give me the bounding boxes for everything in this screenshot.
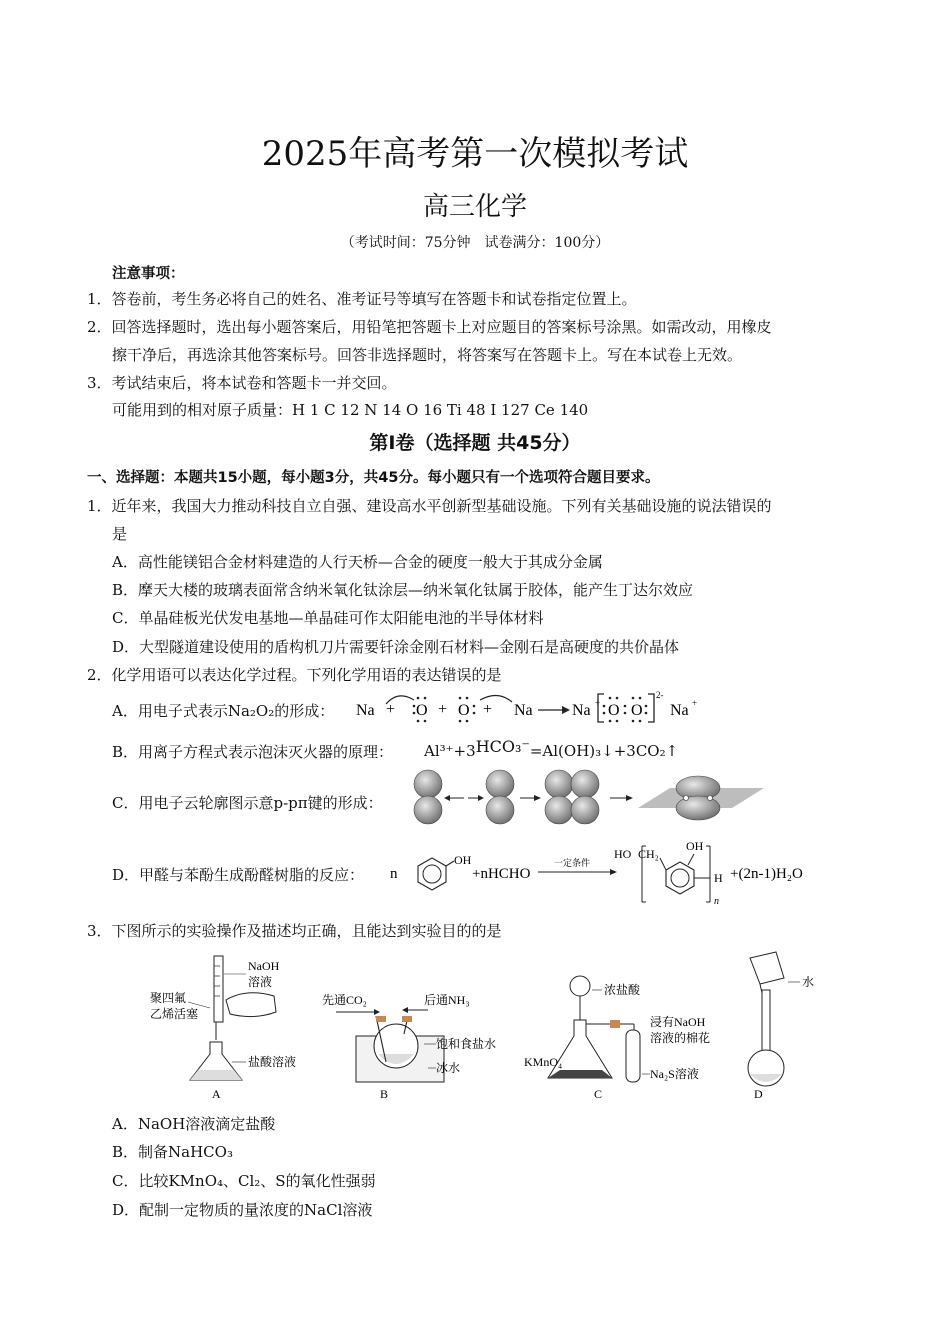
formula-na-ion: Na bbox=[572, 702, 591, 719]
question-1-option-b: B．摩天大楼的玻璃表面常含纳米氧化钛涂层—纳米氧化钛属于胶体，能产生丁达尔效应 bbox=[112, 581, 694, 599]
svg-text:O: O bbox=[608, 702, 620, 719]
section-title: 第Ⅰ卷（选择题 共45分） bbox=[369, 432, 581, 454]
svg-text:盐酸溶液: 盐酸溶液 bbox=[248, 1055, 297, 1069]
svg-text:+: + bbox=[438, 701, 448, 718]
question-1-option-c: C．单晶硅板光伏发电基地—单晶硅可作太阳能电池的半导体材料 bbox=[112, 609, 544, 627]
question-1-option-d: D．大型隧道建设使用的盾构机刀片需要钎涂金刚石材料—金刚石是高硬度的共价晶体 bbox=[112, 638, 680, 656]
notice-heading: 注意事项： bbox=[112, 266, 185, 282]
svg-text:Na₂S溶液: Na₂S溶液 bbox=[650, 1067, 699, 1081]
question-2-option-b: B．用离子方程式表示泡沫灭火器的原理： bbox=[112, 743, 394, 761]
question-1-option-a: A．高性能镁铝合金材料建造的人行天桥—合金的硬度一般大于其成分金属 bbox=[112, 553, 603, 571]
svg-text:OH: OH bbox=[686, 839, 704, 853]
svg-text:冰水: 冰水 bbox=[436, 1061, 461, 1075]
svg-text:CH₂: CH₂ bbox=[638, 847, 659, 861]
formula-na: Na bbox=[514, 702, 533, 719]
svg-text:NaOH: NaOH bbox=[248, 959, 280, 973]
svg-text:浸有NaOH: 浸有NaOH bbox=[650, 1015, 706, 1029]
svg-text:HO: HO bbox=[614, 847, 632, 861]
svg-text:水: 水 bbox=[802, 975, 815, 989]
exam-info: （考试时间：75分钟 试卷满分：100分） bbox=[340, 235, 610, 251]
svg-text:+: + bbox=[595, 698, 601, 708]
experiment-apparatus-figure bbox=[150, 950, 830, 1104]
phenol-formaldehyde-reaction bbox=[388, 834, 818, 908]
svg-text:聚四氟: 聚四氟 bbox=[150, 991, 187, 1005]
svg-text:饱和食盐水: 饱和食盐水 bbox=[436, 1037, 497, 1051]
question-2-option-d: D．甲醛与苯酚生成酚醛树脂的反应： bbox=[112, 866, 365, 884]
notice-item: 擦干净后，再选涂其他答案标号。回答非选择题时，将答案写在答题卡上。写在本试卷上无效。 bbox=[112, 346, 743, 364]
reagent-formaldehyde: +nHCHO bbox=[472, 866, 531, 882]
svg-text:溶液: 溶液 bbox=[248, 975, 273, 989]
p-p-pi-bond-diagram bbox=[408, 768, 768, 826]
svg-text:O: O bbox=[631, 702, 643, 719]
formula-na: Na bbox=[356, 702, 375, 719]
question-2-option-a: A．用电子式表示Na₂O₂的形成： bbox=[112, 702, 335, 720]
question-2-stem: 2．化学用语可以表达化学过程。下列化学用语的表达错误的是 bbox=[87, 666, 502, 684]
page-subtitle: 高三化学 bbox=[422, 192, 527, 222]
svg-text:+: + bbox=[483, 701, 493, 718]
svg-text:KMnO₄: KMnO₄ bbox=[524, 1055, 563, 1069]
notice-item: 1．答卷前，考生务必将自己的姓名、准考证号等填写在答题卡和试卷指定位置上。 bbox=[87, 290, 637, 308]
svg-text:Na: Na bbox=[670, 702, 689, 719]
formula-o: O bbox=[416, 702, 428, 719]
electron-formula-na2o2 bbox=[352, 686, 712, 728]
svg-text:H: H bbox=[714, 871, 723, 885]
reaction-product-water: +(2n-1)H₂O bbox=[730, 866, 803, 882]
svg-text:溶液的棉花: 溶液的棉花 bbox=[650, 1031, 711, 1045]
section-instruction: 一、选择题：本题共15小题，每小题3分，共45分。每小题只有一个选项符合题目要求。 bbox=[87, 470, 660, 486]
svg-text:+: + bbox=[692, 698, 698, 708]
question-3-option-c: C．比较KMnO₄、Cl₂、S的氧化性强弱 bbox=[112, 1172, 376, 1190]
svg-text:B: B bbox=[380, 1087, 389, 1101]
question-3-option-d: D．配制一定物质的量浓度的NaCl溶液 bbox=[112, 1201, 373, 1219]
question-3-option-b: B．制备NaHCO₃ bbox=[112, 1143, 233, 1161]
notice-item: 3．考试结束后，将本试卷和答题卡一并交回。 bbox=[87, 374, 397, 392]
question-1-stem: 1．近年来，我国大力推动科技自立自强、建设高水平创新型基础设施。下列有关基础设施的说法错误的 bbox=[87, 497, 772, 515]
page-title: 2025年高考第一次模拟考试 bbox=[261, 134, 689, 174]
svg-text:浓盐酸: 浓盐酸 bbox=[604, 983, 641, 997]
svg-text:OH: OH bbox=[454, 853, 472, 867]
svg-text:+: + bbox=[386, 701, 396, 718]
svg-text:C: C bbox=[594, 1087, 603, 1101]
question-2-option-c: C．用电子云轮廓图示意p-pπ键的形成： bbox=[112, 794, 383, 812]
reaction-condition: 一定条件 bbox=[554, 858, 591, 868]
formula-charge: 2- bbox=[656, 690, 664, 700]
formula-o: O bbox=[458, 702, 470, 719]
ionic-equation: Al³⁺+3HCO₃⁻=Al(OH)₃↓+3CO₂↑ bbox=[424, 737, 679, 760]
svg-text:D: D bbox=[754, 1087, 763, 1101]
question-1-stem-cont: 是 bbox=[112, 525, 128, 543]
question-3-stem: 3．下图所示的实验操作及描述均正确，且能达到实验目的的是 bbox=[87, 922, 502, 940]
svg-text:先通CO₂: 先通CO₂ bbox=[322, 993, 367, 1007]
svg-text:后通NH₃: 后通NH₃ bbox=[424, 993, 470, 1007]
question-3-option-a: A．NaOH溶液滴定盐酸 bbox=[112, 1115, 276, 1133]
svg-text:乙烯活塞: 乙烯活塞 bbox=[150, 1007, 199, 1021]
atomic-masses: 可能用到的相对原子质量：H 1 C 12 N 14 O 16 Ti 48 I 127 Ce 140 bbox=[112, 401, 589, 419]
svg-text:n: n bbox=[390, 866, 398, 882]
svg-text:A: A bbox=[212, 1087, 221, 1101]
notice-item: 2．回答选择题时，选出每小题答案后，用铅笔把答题卡上对应题目的答案标号涂黑。如需改动，用橡皮 bbox=[87, 318, 772, 336]
svg-text:n: n bbox=[714, 896, 719, 907]
